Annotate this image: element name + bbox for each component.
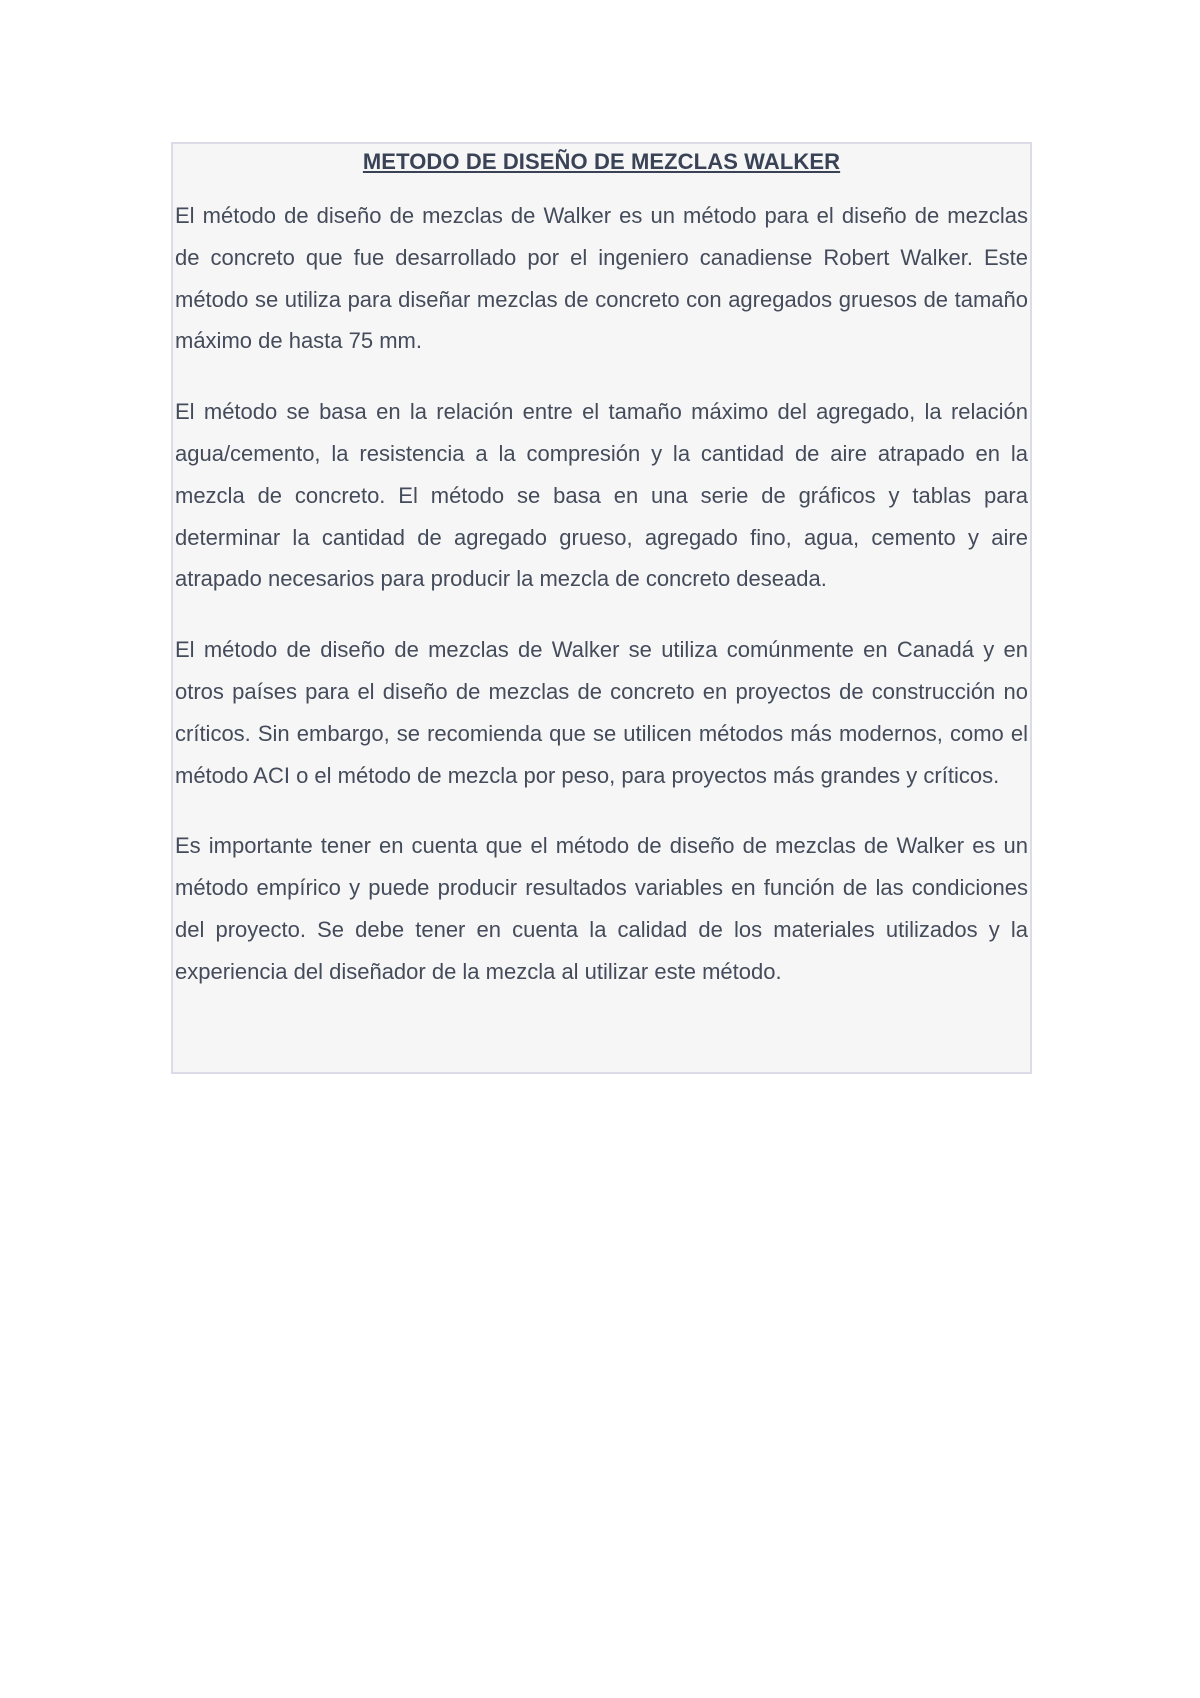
paragraph-4: Es importante tener en cuenta que el método de diseño de mezclas de Walker es un método empírico y puede producir resultados variables en función de las condiciones del proyecto. Se debe tener en cuenta la calidad de los materiales utilizados y la experiencia del diseñador de la mezcla al utilizar este método. bbox=[175, 833, 1028, 984]
document-title: METODO DE DISEÑO DE MEZCLAS WALKER bbox=[362, 149, 841, 174]
paragraph-2: El método se basa en la relación entre el tamaño máximo del agregado, la relación agua/cemento, la resistencia a la compresión y la cantidad de aire atrapado en la mezcla de concreto. El método se basa en una serie de gráficos y tablas para determinar la cantidad de agregado grueso, agregado fino, agua, cemento y aire atrapado necesarios para producir la mezcla de concreto deseada. bbox=[175, 399, 1028, 592]
paragraph-1: El método de diseño de mezclas de Walker es un método para el diseño de mezclas de concreto que fue desarrollado por el ingeniero canadiense Robert Walker. Este método se utiliza para diseñar mezclas de concreto con agregados gruesos de tamaño máximo de hasta 75 mm. bbox=[175, 203, 1028, 354]
content-box bbox=[171, 142, 1032, 1074]
paragraph-3: El método de diseño de mezclas de Walker se utiliza comúnmente en Canadá y en otros países para el diseño de mezclas de concreto en proyectos de construcción no críticos. Sin embargo, se recomienda que se utilicen métodos más modernos, como el método ACI o el método de mezcla por peso, para proyectos más grandes y críticos. bbox=[175, 637, 1028, 788]
